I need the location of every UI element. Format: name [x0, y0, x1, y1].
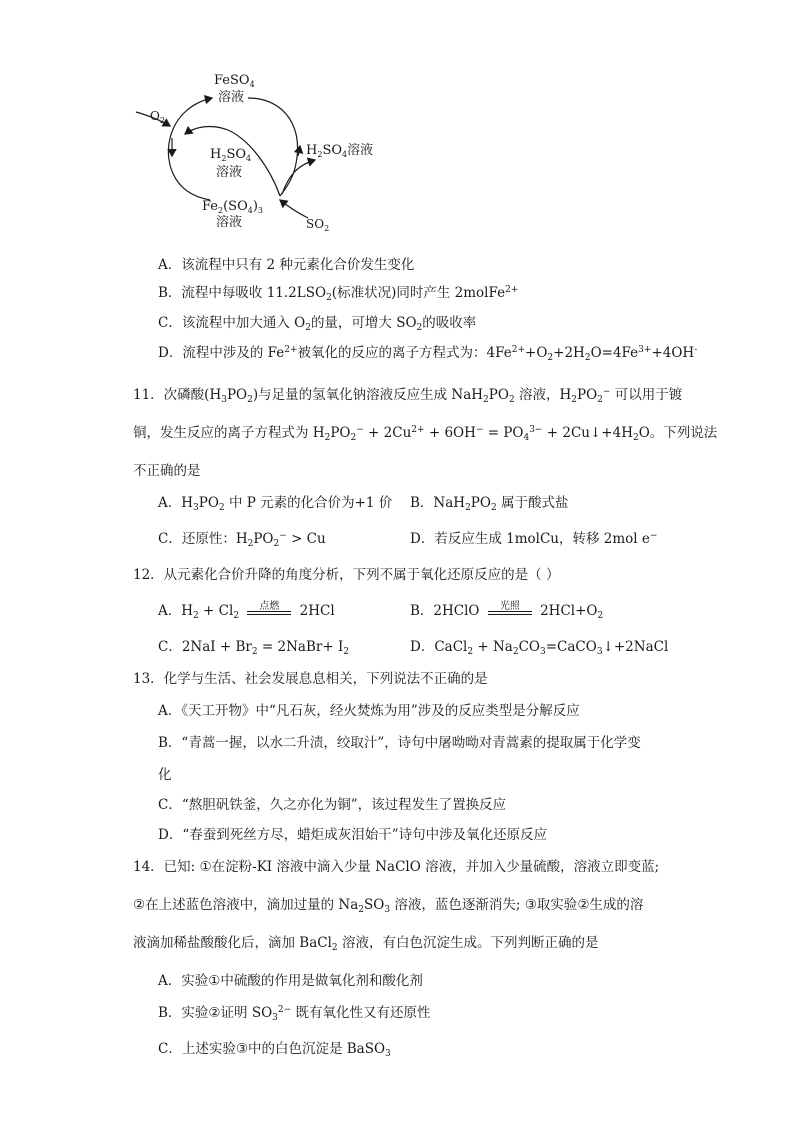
q11-stem-line3: 不正确的是 [133, 463, 201, 479]
q13-option-d: D．“春蚕到死丝方尽，蜡炬成灰泪始干”诗句中涉及氧化还原反应 [158, 827, 548, 843]
q14-option-a: A．实验①中硫酸的作用是做氧化剂和酸化剂 [158, 973, 423, 989]
q10-option-d: D．流程中涉及的 $Fe^{2+}$被氧化的反应的离子方程式为：$4Fe^{2+}+O_2+2H_2O=4Fe^{3+}+4OH^-$ [158, 345, 698, 363]
q10-option-b: B．流程中每吸收 $11.2LSO_2$(标准状况)同时产生 2molFe$^{2+}$ [158, 285, 519, 303]
q12-option-c: C．$2NaI + Br_2$ = 2NaBr+ $I_2$ [158, 639, 350, 657]
q14-stem-line2: ②在上述蓝色溶液中，滴加过量的 $Na_2SO_3$ 溶液，蓝色逐渐消失; ③取实验②生成的溶 [133, 897, 644, 915]
so2-arrow [280, 200, 308, 218]
cycle-arc-right [248, 98, 298, 196]
q14-option-b: B．实验②证明 $SO_3^{2-}$ 既有氧化性又有还原性 [158, 1005, 431, 1023]
q13-option-c: C．“熬胆矾铁釜，久之亦化为铜”，该过程发生了置换反应 [158, 797, 507, 813]
svg-text:O2: $O_2$ [150, 109, 165, 125]
q11-stem-line1: 11．次磷酸$(H_3PO_2)$与足量的氢氧化钠溶液反应生成 $NaH_2PO_2$ 溶液，$H_2PO_2^-$ 可以用于镀 [133, 387, 683, 405]
q11-option-a: A．$H_3PO_2$ 中 P 元素的化合价为+1 价 [158, 495, 393, 513]
q10-option-a: A．该流程中只有 2 种元素化合价发生变化 [158, 257, 415, 273]
q11-option-d: D．若反应生成 1molCu，转移 2mol e− [410, 531, 658, 547]
svg-text:SO2: $SO_2$ [306, 217, 330, 233]
svg-text:FeSO4: FeSO$_4$ [214, 73, 255, 89]
svg-text:H2SO4: $H_2SO_4$ [210, 147, 252, 163]
svg-text:溶液: 溶液 [216, 165, 243, 180]
cycle-arc-left [168, 98, 212, 200]
q13-option-b: B．“青蒿一握，以水二升渍，绞取汁”，诗句中屠呦呦对青蒿素的提取属于化学变 [158, 735, 641, 751]
q11-option-c: C．还原性：$H_2PO_2^- > Cu$ [158, 531, 326, 549]
svg-text:Fe2(SO4)3: $Fe_2(SO_4)_3$ [202, 199, 264, 215]
q10-option-c: C．该流程中加大通入 $O_2$的量，可增大 $SO_2$的吸收率 [158, 315, 477, 333]
q14-option-c: C．上述实验③中的白色沉淀是 BaSO$_3$ [158, 1041, 391, 1059]
reaction-cycle-diagram [130, 68, 430, 233]
h2so4-out-arrow [282, 160, 315, 194]
q11-option-b: B．$NaH_2PO_2$ 属于酸式盐 [410, 495, 569, 513]
svg-text:溶液: 溶液 [216, 215, 243, 230]
cycle-up-right [298, 146, 300, 156]
q13-option-b-cont: 化 [158, 767, 172, 783]
q14-stem-line3: 液滴加稀盐酸酸化后，滴加 BaCl$_2$ 溶液，有白色沉淀生成。下列判断正确的是 [133, 935, 599, 953]
q13-option-a: A．《天工开物》中“凡石灰，经火焚炼为用”涉及的反应类型是分解反应 [158, 703, 580, 719]
svg-text:溶液: 溶液 [218, 90, 245, 105]
svg-text:H2SO4溶液: $H_2SO_4$溶液 [306, 143, 374, 159]
q12-option-d: D．CaCl$_2$ + $Na_2CO_3=CaCO_3↓+2NaCl$ [410, 639, 669, 657]
q14-stem-line1: 14．已知: ①在淀粉-KI 溶液中滴入少量 NaClO 溶液，并加入少量硫酸，溶液立即变蓝; [133, 859, 660, 875]
q11-stem-line2: 铜，发生反应的离子方程式为 $H_2PO_2^- + 2Cu^{2+} + 6OH^- = PO_4^{3-}$ + $2Cu↓+4H_2O$。下列说法 [133, 425, 718, 443]
q12-stem: 12．从元素化合价升降的角度分析，下列不属于氧化还原反应的是（ ） [133, 567, 560, 583]
q13-stem: 13．化学与生活、社会发展息息相关，下列说法不正确的是 [133, 671, 488, 687]
q12-option-a: A．$H_2 + Cl_2$ 点燃 2HCl [158, 601, 335, 621]
q12-option-b: B．2HClO 光照 $2HCl+O_2$ [410, 601, 604, 621]
